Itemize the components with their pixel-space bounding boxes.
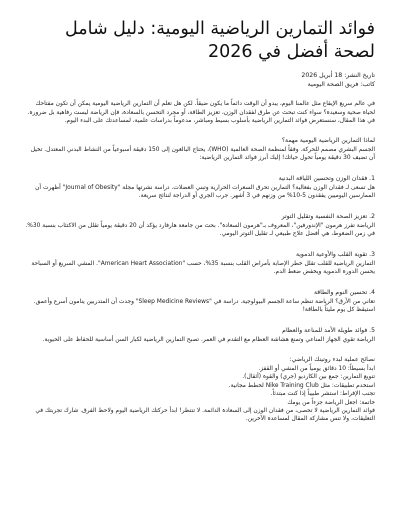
article-meta: [25, 71, 375, 89]
section-body: تعاني من الأرق؟ الرياضة تنظم ساعة الجسم البيولوجية. دراسة في "Sleep Medicine Reviews" وجدت أن المتدربين ينامون أسرع وأعمق. استيقظ كل يوم مليئاً بالطاقة!: [33, 298, 375, 314]
section-weight-loss: [25, 175, 375, 201]
tip-line: تجنب الإفراط: استشر طبيباً إذا كنت مبتدئاً.: [270, 391, 375, 398]
article-title: فوائد التمارين الرياضية اليومية: دليل شامل لصحة أفضل في 2026: [64, 19, 375, 62]
tip-line: تنويع التمارين: جمع بين الكارديو (جري) والقوة (أثقال).: [242, 374, 375, 381]
section-heading: 3. تقوية القلب والأوعية الدموية: [295, 250, 375, 258]
section-heading: 2. تعزيز الصحة النفسية وتقليل التوتر: [281, 212, 375, 220]
section-mental-health: [25, 213, 375, 239]
section-heart: [25, 251, 375, 277]
conclusion-heading: خاتمة: اجعل الرياضة جزءاً من يومك: [287, 399, 375, 406]
section-body: التمارين الرياضية للقلب تقلل خطر الإصابة بأمراض القلب بنسبة 35%، حسب "American Heart Association". المشي السريع أو السباحة يحسن الدورة الدموية ويخفض ضغط الدم.: [31, 260, 375, 276]
section-why: [25, 137, 375, 163]
section-heading: 4. تحسين النوم والطاقة: [313, 288, 375, 296]
section-heading: 5. فوائد طويلة الأمد للمناعة والعظام: [282, 326, 375, 334]
section-sleep: [25, 289, 375, 315]
tip-line: استخدم تطبيقات: مثل Nike Training Club لخطط مجانية.: [228, 382, 375, 389]
section-heading: 1. فقدان الوزن وتحسين اللياقة البدنية: [278, 174, 375, 182]
section-heading: لماذا التمارين الرياضية اليومية مهمة؟: [281, 136, 375, 144]
section-body: الجسم البشري مصمم للحركة. وفقاً لمنظمة الصحة العالمية (WHO)، يحتاج البالغون إلى 150 دقيقة أسبوعياً من النشاط البدني المعتدل. تخيل أن تضيف 30 دقيقة يومياً تحول حياتك! إليك أبرز فوائد التمارين الرياضية:: [30, 146, 375, 162]
section-body: الرياضة تقوي الجهاز المناعي وتمنع هشاشة العظام مع التقدم في العمر. تصبح التمارين الرياضية لكبار السن أساسية للحفاظ على الحيوية.: [42, 336, 375, 343]
section-body: هل تسعى لـ فقدان الوزن بفعالية؟ التمارين تحرق السعرات الحرارية وتبني العضلات. دراسة نشرتها مجلة "Journal of Obesity" أظهرت أن الممارسين اليوميين يفقدون 5-10% من وزنهم في 3 أشهر. جرب الجري أو الدراجة لنتائج سريعة.: [35, 184, 375, 200]
section-body: الرياضة تفرز هرمون "الإندورفين"، المعروف بـ"هرمون السعادة". بحث من جامعة هارفارد يؤكد أن 20 دقيقة يومياً تقلل من الاكتئاب بنسبة 30%. في زمن الضغوط، هي أفضل علاج طبيعي لـ تقليل التوتر اليومي.: [25, 222, 375, 238]
publish-date: تاريخ النشر: 18 أبريل 2026: [301, 72, 375, 79]
author-line: كاتب: فريق الصحة اليومية: [307, 81, 375, 88]
tip-line: ابدأ بسيطاً: 10 دقائق يومياً من المشي أو القفز.: [258, 365, 375, 372]
section-immunity: [25, 327, 375, 344]
intro-paragraph: في عالم سريع الإيقاع مثل عالمنا اليوم، يبدو أن الوقت دائماً ما يكون ضيقاً. لكن هل تعلم أن التمارين الرياضية اليومية يمكن أن تكون مفتاحك لحياة صحية وسعيدة؟ سواء كنت تبحث عن طرق لفقدان الوزن، تعزيز الطاقة، أو مجرد التحسن بالسعادة، فإن الرياضة ليست رفاهية بل ضرورة. في هذا المقال، سنستعرض فوائد التمارين الرياضية بأسلوب بسيط ومباشر، مدعوماً بدراسات علمية، لمساعدتك على البدء اليوم.: [27, 101, 375, 125]
tips-heading: نصائح عملية لبدء روتينك الرياضي:: [289, 356, 375, 364]
conclusion-paragraph: فوائد التمارين الرياضية لا تحصى، من فقدان الوزن إلى السعادة الدائمة. لا تنتظر! ابدأ حركتك الرياضية اليوم ولاحظ الفرق. شارك تجربتك في التعليقات، ولا تنس مشاركة المقال لمساعدة الآخرين.: [35, 407, 375, 423]
tips-section: [25, 356, 375, 424]
